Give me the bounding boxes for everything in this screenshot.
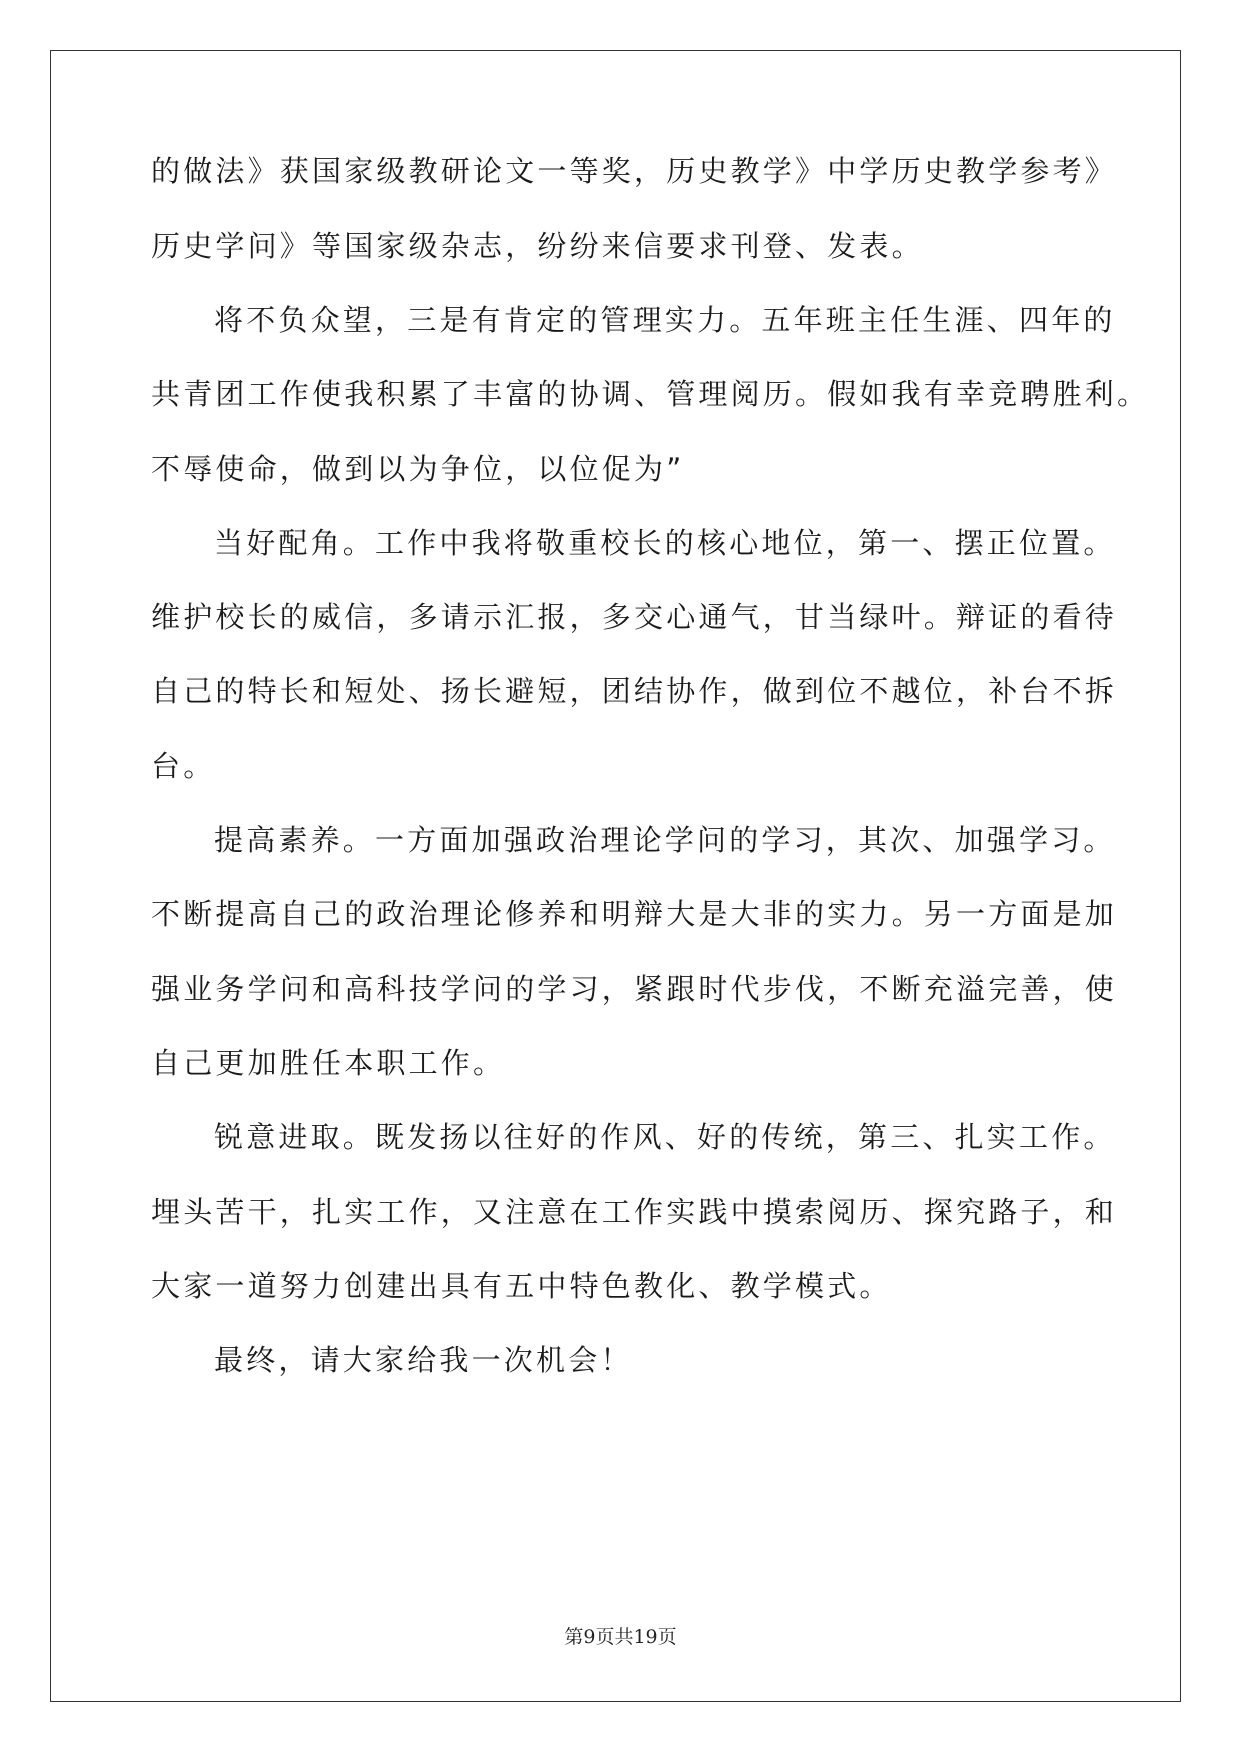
body-line: 维护校长的威信，多请示汇报，多交心通气，甘当绿叶。辩证的看待 <box>151 600 1118 634</box>
body-line: 不辱使命，做到以为争位，以位促为” <box>151 452 685 486</box>
page-frame <box>50 50 1181 1702</box>
body-line: 提高素养。一方面加强政治理论学问的学习，其次、加强学习。 <box>214 823 1116 857</box>
body-line: 自己更加胜任本职工作。 <box>151 1046 506 1080</box>
body-line: 自己的特长和短处、扬长避短，团结协作，做到位不越位，补台不拆 <box>151 674 1118 708</box>
body-line: 大家一道努力创建出具有五中特色教化、教学模式。 <box>151 1269 892 1303</box>
body-line: 当好配角。工作中我将敬重校长的核心地位，第一、摆正位置。 <box>214 526 1116 560</box>
page-number: 第9页 <box>564 1626 615 1648</box>
body-line: 台。 <box>151 749 216 783</box>
page-footer <box>0 1622 1241 1649</box>
body-line: 的做法》获国家级教研论文一等奖，历史教学》中学历史教学参考》 <box>151 154 1118 188</box>
page-total: 共19页 <box>614 1626 677 1648</box>
body-line: 强业务学问和高科技学问的学习，紧跟时代步伐，不断充溢完善，使 <box>151 972 1118 1006</box>
body-line: 不断提高自己的政治理论修养和明辩大是大非的实力。另一方面是加 <box>151 897 1118 931</box>
body-line: 锐意进取。既发扬以往好的作风、好的传统，第三、扎实工作。 <box>214 1120 1116 1154</box>
body-line: 将不负众望，三是有肯定的管理实力。五年班主任生涯、四年的 <box>214 303 1116 337</box>
body-line: 埋头苦干，扎实工作，又注意在工作实践中摸索阅历、探究路子，和 <box>151 1195 1118 1229</box>
body-line: 共青团工作使我积累了丰富的协调、管理阅历。假如我有幸竞聘胜利。 <box>151 377 1150 411</box>
body-line: 历史学问》等国家级杂志，纷纷来信要求刊登、发表。 <box>151 229 924 263</box>
body-line: 最终，请大家给我一次机会！ <box>214 1343 633 1377</box>
